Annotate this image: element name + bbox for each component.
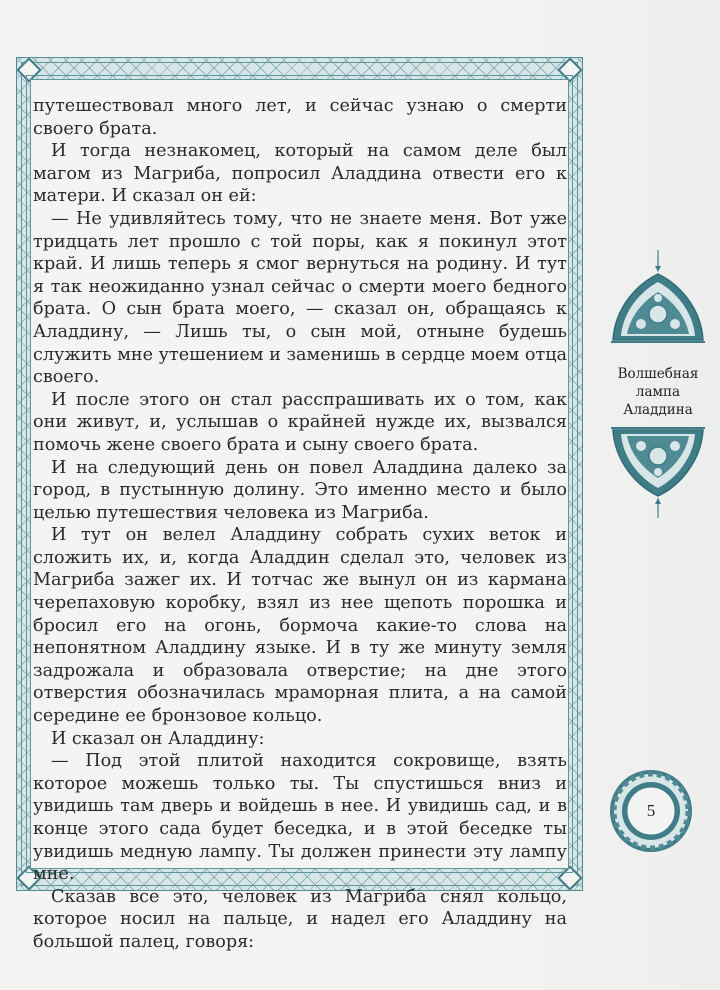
paragraph: И на следующий день он повел Аладдина далеко за город, в пустынную долину. Это именно место и было целью путешествия человека из Магриба. xyxy=(33,457,567,523)
dialogue-paragraph: — Под этой плитой находится сокровище, взять которое можешь только ты. Ты спустишься вниз и увидишь там дверь и войдешь в нее. И увидишь сад, и в конце этого сада будет беседка, и в этой беседке ты увидишь медную лампу. Ты должен принести эту лампу мне. xyxy=(33,751,567,885)
paragraph: И сказал он Аладдину: xyxy=(51,728,265,749)
body-text xyxy=(33,95,567,954)
running-title-line: Аладдина xyxy=(623,402,693,418)
page-number: 5 xyxy=(646,801,656,820)
page-number-medallion xyxy=(608,768,694,854)
running-title-line: лампа xyxy=(635,384,681,400)
paragraph: И тогда незнакомец, который на самом деле был магом из Магриба, попросил Аладдина отвести его к матери. И сказал он ей: xyxy=(33,141,567,207)
paragraph: И после этого он стал расспрашивать их о том, как они живут, и, услышав о крайней нужде их, вызвался помочь жене своего брата и сыну своего брата. xyxy=(33,389,567,455)
arch-ornament-top-icon xyxy=(609,248,707,346)
running-title-line: Волшебная xyxy=(617,366,699,382)
paragraph: путешествовал много лет, и сейчас узнаю о смерти своего брата. xyxy=(33,96,567,139)
arch-ornament-bottom-icon xyxy=(609,424,707,522)
dialogue-paragraph: — Не удивляйтесь тому, что не знаете меня. Вот уже тридцать лет прошло с той поры, как я покинул этот край. И лишь теперь я смог вернуться на родину. И тут я так неожиданно узнал сейчас о смерти моего бедного брата. О сын брата моего, — сказал он, обращаясь к Аладдину, — Лишь ты, о сын мой, отныне будешь служить мне утешением и заменишь в сердце моем отца своего. xyxy=(33,208,567,388)
paragraph: Сказав все это, человек из Магриба снял кольцо, которое носил на пальце, и надел его Аладдину на большой палец, говоря: xyxy=(33,886,567,952)
paragraph: И тут он велел Аладдину собрать сухих веток и сложить их, и, когда Аладдин сделал это, человек из Магриба зажег их. И тотчас же вынул он из кармана черепаховую коробку, взял из нее щепоть порошка и бросил его на огонь, бормоча какие-то слова на непонятном Аладдину языке. И в ту же минуту земля задрожала и образовала отверстие; на дне этого отверстия обозначилась мраморная плита, а на самой середине ее бронзовое кольцо. xyxy=(33,525,567,727)
running-title xyxy=(596,365,720,419)
